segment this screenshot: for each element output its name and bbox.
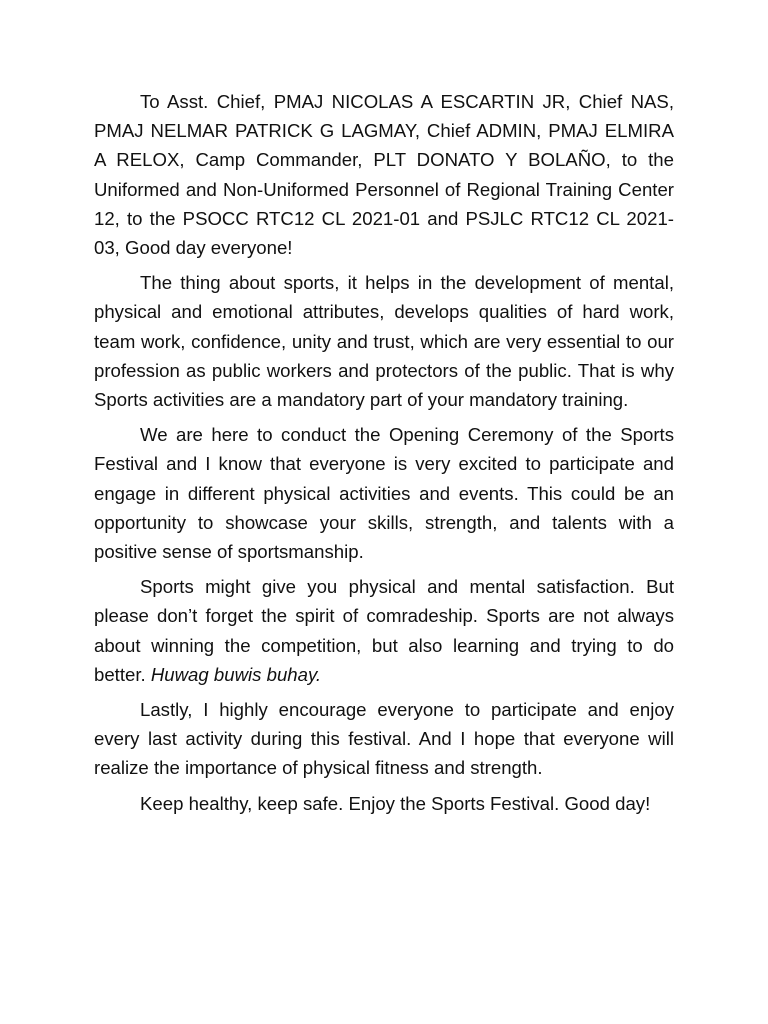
paragraph-comradeship-italic: Huwag buwis buhay. (150, 663, 322, 685)
paragraph-encouragement: Lastly, I highly encourage everyone to participate and enjoy every last activity during this festival. And I hope that everyone will realize the importance of physical fitness and strength. (94, 699, 674, 779)
document-page (94, 87, 674, 818)
paragraph-opening-ceremony: We are here to conduct the Opening Ceremony of the Sports Festival and I know that everyone is very excited to participate and engage in different physical activities and events. This could be an opportunity to showcase your skills, strength, and talents with a positive sense of sportsmanship. (94, 424, 674, 563)
paragraph-sports-benefits: The thing about sports, it helps in the development of mental, physical and emotional attributes, develops qualities of hard work, team work, confidence, unity and trust, which are very essential to our profession as public workers and protectors of the public. That is why Sports activities are a mandatory part of your mandatory training. (94, 272, 674, 411)
paragraph-comradeship (94, 572, 674, 689)
paragraph-comradeship-text: Sports might give you physical and mental satisfaction. But please don’t forget the spirit of comradeship. Sports are not always about winning the competition, but also learning and trying to do better. (94, 576, 674, 685)
paragraph-closing: Keep healthy, keep safe. Enjoy the Sports Festival. Good day! (140, 792, 651, 814)
paragraph-salutation: To Asst. Chief, PMAJ NICOLAS A ESCARTIN JR, Chief NAS, PMAJ NELMAR PATRICK G LAGMAY, Chief ADMIN, PMAJ ELMIRA A RELOX, Camp Commander, PLT DONATO Y BOLAÑO, to the Uniformed and Non-Uniformed Personnel of Regional Training Center 12, to the PSOCC RTC12 CL 2021-01 and PSJLC RTC12 CL 2021-03, Good day everyone! (94, 91, 674, 259)
